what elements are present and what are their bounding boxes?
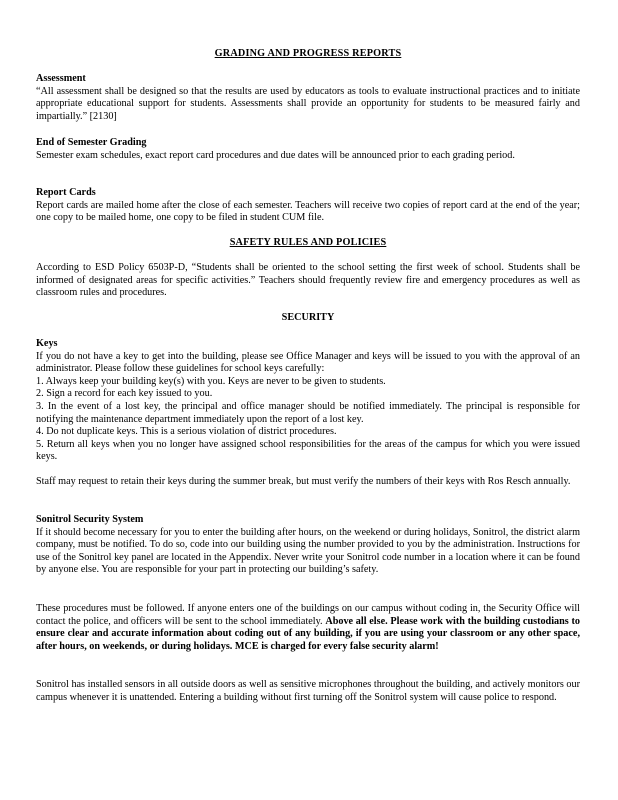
safety-heading: SAFETY RULES AND POLICIES [229,237,387,248]
sonitrol-heading: Sonitrol Security System [36,514,144,525]
sonitrol-section [36,514,580,577]
key-rule-5: 5. Return all keys when you no longer have assigned school responsibilities for the areas of the campus for which you were issued keys. [36,438,580,463]
report-cards-heading: Report Cards [36,187,96,198]
end-semester-section [36,137,580,162]
report-cards-section [36,187,580,225]
procedures-warning: Above all else. Please work with the building custodians to ensure clear and accurate information about coding out of any building, if you are using your classroom or any other space, after hours, on weekends, or during holidays. MCE is charged for every false security alarm! [36,615,580,652]
security-heading: SECURITY [281,312,335,323]
sensors-section [36,679,580,704]
key-rule-4: 4. Do not duplicate keys. This is a serious violation of district procedures. [36,426,337,438]
sonitrol-text: If it should become necessary for you to enter the building after hours, on the weekend or during holidays, Sonitrol, the district alarm company, must be notified. To do so, code into our building using the number provided to you by the administration. Instructions for use of the Sonitrol key panel are located in the Appendix. Never write your Sonitrol code number in a location where it can be found by anyone else. You are responsible for your part in protecting our building’s safety. [36,526,580,576]
key-rule-2: 2. Sign a record for each key issued to you. [36,388,213,400]
assessment-heading: Assessment [36,73,86,84]
assessment-text: “All assessment shall be designed so that the results are used by educators as tools to evaluate instructional practices and to initiate appropriate educational support for students. Assessments shall provide an opportunity for students to be measured fairly and impartially.” [2130] [36,85,580,122]
safety-text: According to ESD Policy 6503P-D, “Students shall be oriented to the school setting the first week of school. Students shall be informed of designated areas for specific activities.” Teachers should frequently review fire and emergency procedures as well as classroom rules and procedures. [36,262,580,299]
assessment-section [36,73,580,123]
summer-keys-section [36,476,580,489]
keys-section [36,338,580,464]
safety-section [36,262,580,300]
end-semester-text: Semester exam schedules, exact report card procedures and due dates will be announced prior to each grading period. [36,149,515,161]
key-rule-1: 1. Always keep your building key(s) with you. Keys are never to be given to students. [36,375,386,387]
end-semester-heading: End of Semester Grading [36,137,147,148]
procedures-text: These procedures must be followed. If anyone enters one of the buildings on our campus without coding in, the Security Office will contact the police, and officers will be sent to the school immediately. [36,603,580,627]
keys-intro: If you do not have a key to get into the building, please see Office Manager and keys will be issued to you with the approval of an administrator. Please follow these guidelines for school keys carefully: [36,350,580,375]
report-cards-text: Report cards are mailed home after the close of each semester. Teachers will receive two copies of report card at the end of the year; one copy to be mailed home, one copy to be filed in student CUM file. [36,199,580,224]
page-title: GRADING AND PROGRESS REPORTS [214,48,402,59]
procedures-paragraph [36,603,580,653]
summer-keys-text: Staff may request to retain their keys during the summer break, but must verify the numbers of their keys with Ros Resch annually. [36,476,571,487]
key-rule-3: 3. In the event of a lost key, the principal and office manager should be notified immediately. The principal is responsible for notifying the maintenance department immediately upon the report of a lost key. [36,400,580,425]
procedures-section [36,603,580,653]
keys-heading: Keys [36,338,58,349]
sensors-text: Sonitrol has installed sensors in all outside doors as well as sensitive microphones throughout the building, and actively monitors our campus whenever it is unattended. Entering a building without first turning off the Sonitrol system will cause police to respond. [36,679,580,703]
